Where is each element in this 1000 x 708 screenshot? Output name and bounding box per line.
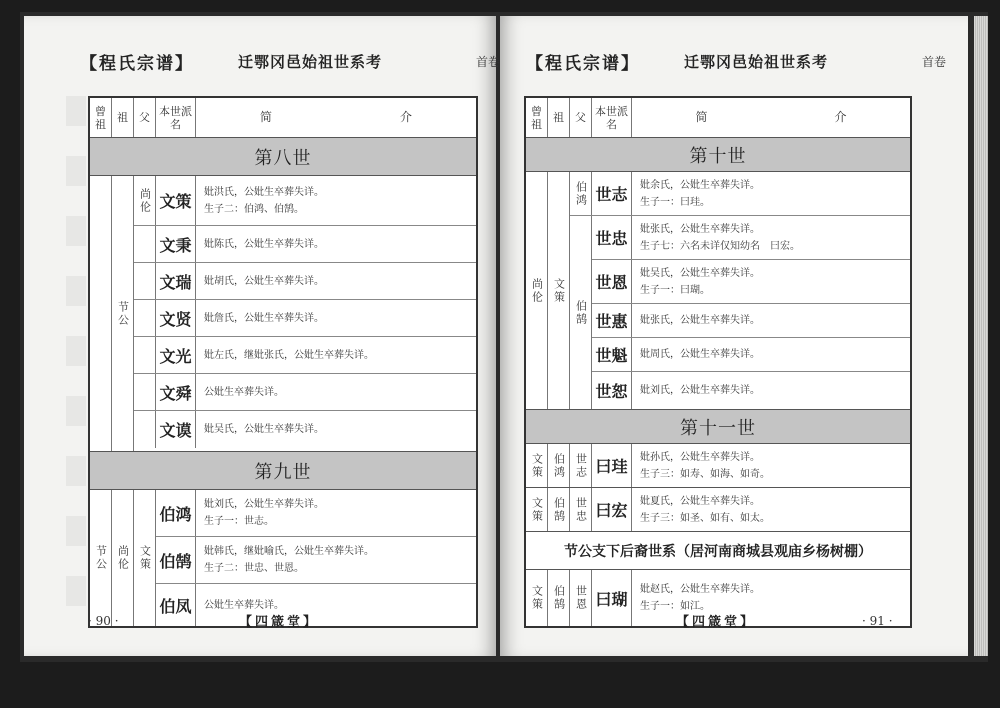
father-cell xyxy=(134,226,156,262)
desc-line: 生子二：世忠、世恩。 xyxy=(204,563,304,574)
desc-line: 妣夏氏，公妣生卒葬失详。 xyxy=(640,495,760,507)
table-row xyxy=(134,411,476,448)
father-cell xyxy=(134,374,156,410)
desc-line: 妣张氏，公妣生卒葬失详。 xyxy=(640,315,760,326)
right-page xyxy=(500,16,968,656)
desc-line: 妣洪氏，公妣生卒葬失详。 xyxy=(204,186,324,198)
desc-line: 妣吴氏，公妣生卒葬失详。 xyxy=(204,424,324,435)
gen8-rows xyxy=(134,176,476,451)
col-father: 父 xyxy=(570,98,592,137)
person-desc xyxy=(196,263,476,299)
group-rows xyxy=(592,216,910,409)
desc-line: 妣吴氏，公妣生卒葬失详。 xyxy=(640,267,760,279)
table-row xyxy=(592,304,910,338)
col-generation-name: 本世派名 xyxy=(592,98,632,137)
table-header xyxy=(526,98,910,138)
person-name: 世志 xyxy=(592,172,632,215)
desc-line: 妣周氏，公妣生卒葬失详。 xyxy=(640,349,760,360)
clan-title: 【程氏宗谱】 xyxy=(80,53,194,74)
desc-line: 妣赵氏，公妣生卒葬失详。 xyxy=(640,584,760,595)
branch-banner: 节公支下后裔世系（居河南商城县观庙乡杨树棚） xyxy=(526,532,910,570)
person-name: 世魁 xyxy=(592,338,632,371)
person-desc xyxy=(196,226,476,262)
gen8-empty-col xyxy=(90,176,112,451)
desc-line: 生子三：如寿、如海、如奇。 xyxy=(640,468,770,480)
person-name: 伯鸿 xyxy=(156,490,196,536)
person-desc xyxy=(196,374,476,410)
gg-cell: 文策 xyxy=(526,570,548,626)
hall-name: 【四箴堂】 xyxy=(676,615,757,630)
table-row xyxy=(134,337,476,374)
generation-heading: 第八世 xyxy=(90,138,476,176)
person-name: 伯凤 xyxy=(156,584,196,626)
desc-line: 生子三：如圣、如有、如太。 xyxy=(640,512,770,524)
lineage-table-right xyxy=(524,96,912,628)
gen9-rows xyxy=(156,490,476,626)
gen11-row xyxy=(526,488,910,532)
left-header xyxy=(80,46,500,76)
person-desc xyxy=(196,300,476,336)
table-row xyxy=(134,176,476,226)
table-header xyxy=(90,98,476,138)
desc-line: 生子七：六名未详仅知幼名 曰宏。 xyxy=(640,240,800,252)
col-grandfather: 祖 xyxy=(548,98,570,137)
gen9-great-grandfather: 节公 xyxy=(90,490,112,626)
person-name: 文谟 xyxy=(156,411,196,448)
table-row xyxy=(592,338,910,372)
gen10-grandfather: 文策 xyxy=(548,172,570,409)
g-cell: 伯鹄 xyxy=(548,488,570,531)
desc-line: 妣左氏，继妣张氏，公妣生卒葬失详。 xyxy=(204,349,374,361)
table-row xyxy=(592,260,910,304)
g-cell: 伯鹄 xyxy=(548,570,570,626)
person-desc xyxy=(632,260,910,303)
f-cell: 世忠 xyxy=(570,488,592,531)
desc-line: 公妣生卒葬失详。 xyxy=(204,599,284,611)
desc-line: 妣陈氏，公妣生卒葬失详。 xyxy=(204,238,324,250)
table-row xyxy=(134,374,476,411)
father-cell xyxy=(134,411,156,448)
col-great-grandfather: 曾祖 xyxy=(90,98,112,137)
person-desc xyxy=(632,304,910,337)
gen8-block xyxy=(90,176,476,452)
generation-heading: 第十世 xyxy=(526,138,910,172)
table-row xyxy=(592,372,910,409)
person-name: 文瑞 xyxy=(156,263,196,299)
col-summary-2: 介 xyxy=(399,110,412,124)
desc-line: 妣詹氏，公妣生卒葬失详。 xyxy=(204,312,324,324)
gen10-rows xyxy=(570,172,910,409)
gen10-great-grandfather: 尚伦 xyxy=(526,172,548,409)
father-cell xyxy=(134,263,156,299)
table-row xyxy=(570,172,910,216)
father-cell: 尚伦 xyxy=(134,176,156,225)
person-name: 文贤 xyxy=(156,300,196,336)
desc-line: 妣胡氏，公妣生卒葬失详。 xyxy=(204,275,324,287)
f-cell: 世恩 xyxy=(570,570,592,626)
desc-line: 生子一：曰瑚。 xyxy=(640,284,710,296)
gen11-row xyxy=(526,444,910,488)
desc-line: 妣孙氏，公妣生卒葬失详。 xyxy=(640,451,760,463)
table-row xyxy=(134,300,476,337)
gen10-block xyxy=(526,172,910,410)
gg-cell: 文策 xyxy=(526,488,548,531)
person-desc xyxy=(196,176,476,225)
col-summary-2: 介 xyxy=(834,110,847,124)
person-desc xyxy=(196,411,476,448)
gen9-grandfather: 尚伦 xyxy=(112,490,134,626)
person-name: 世恩 xyxy=(592,260,632,303)
gg-cell: 文策 xyxy=(526,444,548,487)
generation-heading: 第十一世 xyxy=(526,410,910,444)
person-desc xyxy=(632,172,910,215)
person-desc xyxy=(196,490,476,536)
desc-line: 妣刘氏，公妣生卒葬失详。 xyxy=(640,385,760,396)
person-name: 文秉 xyxy=(156,226,196,262)
desc-line: 妣余氏，公妣生卒葬失详。 xyxy=(640,179,760,191)
person-name: 曰宏 xyxy=(592,488,632,531)
desc-line: 生子一：如江。 xyxy=(640,601,710,612)
table-row xyxy=(156,490,476,537)
person-desc xyxy=(632,488,910,531)
col-summary-1: 简 xyxy=(695,110,708,124)
col-summary-1: 简 xyxy=(259,110,272,124)
person-desc xyxy=(632,372,910,409)
table-row xyxy=(134,263,476,300)
father-cell xyxy=(134,300,156,336)
desc-line: 公妣生卒葬失详。 xyxy=(204,386,284,398)
page-number: · 90 · xyxy=(88,614,119,628)
person-name: 伯鹄 xyxy=(156,537,196,583)
person-name: 世恕 xyxy=(592,372,632,409)
person-name: 文策 xyxy=(156,176,196,225)
clan-title: 【程氏宗谱】 xyxy=(526,53,640,74)
f-cell: 世志 xyxy=(570,444,592,487)
person-desc xyxy=(196,337,476,373)
left-page xyxy=(24,16,500,656)
gen9-father: 文策 xyxy=(134,490,156,626)
father-cell xyxy=(134,337,156,373)
bleed-through xyxy=(66,96,86,628)
person-name: 曰瑚 xyxy=(592,570,632,626)
col-great-grandfather: 曾祖 xyxy=(526,98,548,137)
generation-heading: 第九世 xyxy=(90,452,476,490)
person-desc xyxy=(632,444,910,487)
col-summary xyxy=(632,98,910,137)
table-row-group xyxy=(570,216,910,409)
table-row xyxy=(134,226,476,263)
gen8-grandfather: 节公 xyxy=(112,176,134,451)
col-father: 父 xyxy=(134,98,156,137)
gen9-block xyxy=(90,490,476,626)
person-name: 世惠 xyxy=(592,304,632,337)
father-cell: 伯鸿 xyxy=(570,172,592,215)
table-row xyxy=(592,216,910,260)
table-row xyxy=(156,537,476,584)
desc-line: 妣韩氏，继妣喻氏，公妣生卒葬失详。 xyxy=(204,546,374,557)
desc-line: 妣张氏，公妣生卒葬失详。 xyxy=(640,223,760,235)
father-cell: 伯鹄 xyxy=(570,216,592,409)
page-number: · 91 · xyxy=(862,614,893,628)
section-title: 迁鄂冈邑始祖世系考 xyxy=(238,52,383,71)
col-generation-name: 本世派名 xyxy=(156,98,196,137)
person-desc xyxy=(196,537,476,583)
volume-label: 首卷 xyxy=(475,54,500,69)
section-title: 迁鄂冈邑始祖世系考 xyxy=(684,52,829,71)
desc-line: 生子一：曰珪。 xyxy=(640,196,710,208)
g-cell: 伯鸿 xyxy=(548,444,570,487)
person-desc xyxy=(632,216,910,259)
person-desc xyxy=(196,584,476,626)
person-name: 文舜 xyxy=(156,374,196,410)
desc-line: 生子二：伯鸿、伯鹄。 xyxy=(204,203,304,215)
person-name: 曰珪 xyxy=(592,444,632,487)
lineage-table-left xyxy=(88,96,478,628)
col-summary xyxy=(196,98,476,137)
desc-line: 妣刘氏，公妣生卒葬失详。 xyxy=(204,499,324,510)
person-name: 文光 xyxy=(156,337,196,373)
person-desc xyxy=(632,338,910,371)
col-grandfather: 祖 xyxy=(112,98,134,137)
person-name: 世忠 xyxy=(592,216,632,259)
hall-name: 【四箴堂】 xyxy=(239,615,320,630)
volume-label: 首卷 xyxy=(921,54,946,69)
page-edges xyxy=(974,16,988,656)
right-header xyxy=(526,46,946,76)
desc-line: 生子一：世志。 xyxy=(204,516,274,527)
